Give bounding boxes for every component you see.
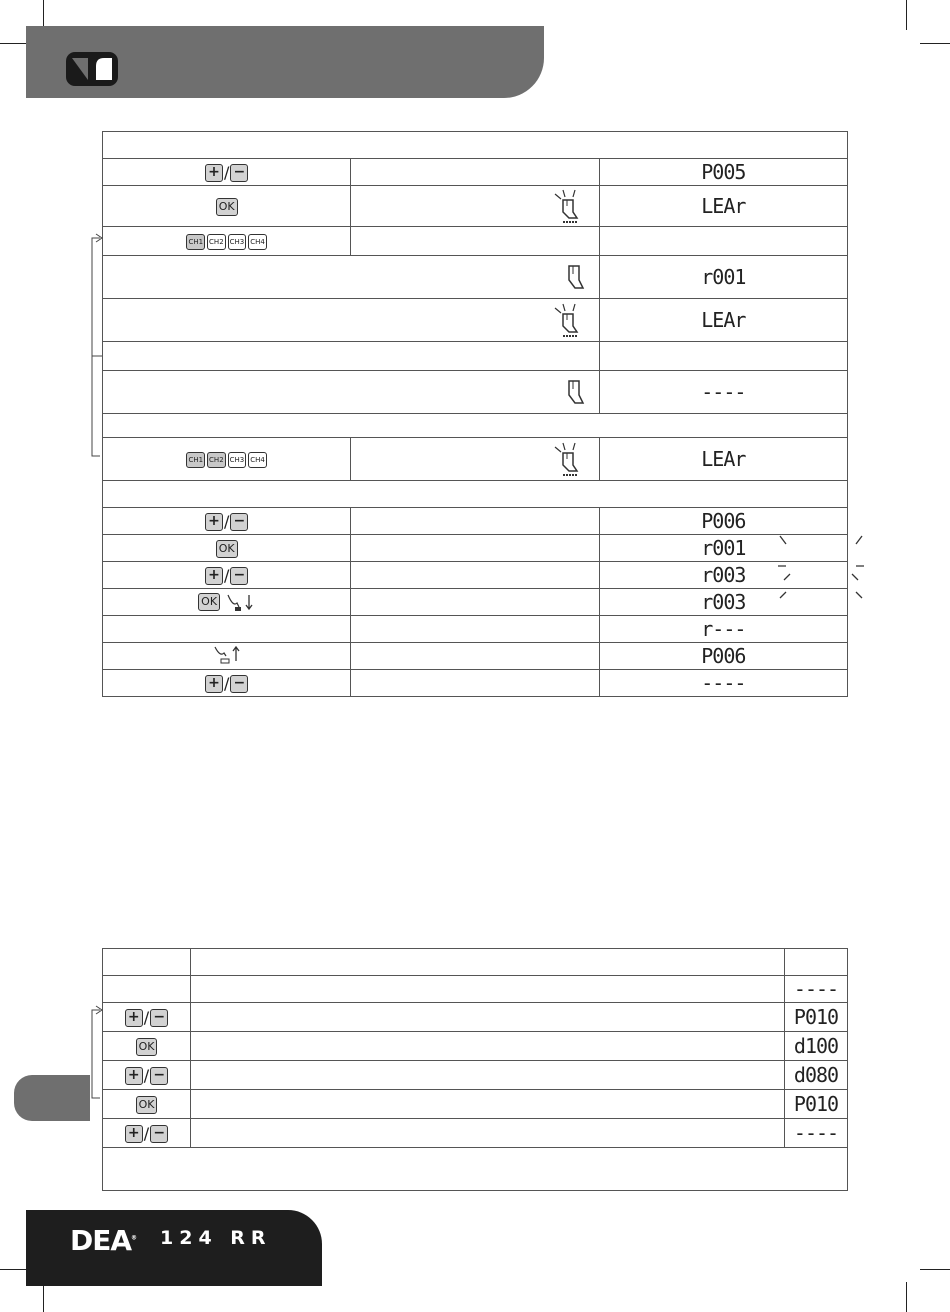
minus-key-icon: − bbox=[150, 1009, 168, 1027]
plus-key-icon: + bbox=[205, 567, 223, 585]
finger-press-down-icon bbox=[225, 591, 255, 613]
display-code: r003 bbox=[701, 590, 746, 614]
table-row bbox=[103, 414, 848, 438]
remote-icon bbox=[565, 375, 591, 409]
table-row bbox=[103, 589, 848, 616]
loop-bracket-1 bbox=[82, 228, 106, 464]
minus-key-icon: − bbox=[230, 164, 248, 182]
ok-key-icon: OK bbox=[216, 198, 238, 216]
table-row bbox=[103, 299, 848, 342]
display-code: r--- bbox=[701, 617, 746, 641]
remote-blink-icon bbox=[551, 188, 591, 224]
ok-key-icon: OK bbox=[136, 1038, 158, 1056]
plus-minus-keys bbox=[103, 159, 351, 186]
table-row bbox=[103, 371, 848, 414]
display-code: LEAr bbox=[701, 447, 746, 471]
table-row bbox=[103, 159, 848, 186]
slash-label: / bbox=[143, 1066, 150, 1085]
model-label: 124 RR bbox=[160, 1227, 272, 1249]
table-row bbox=[103, 1148, 848, 1191]
display-code: P006 bbox=[701, 644, 746, 668]
channel-key-ch3: CH3 bbox=[228, 234, 247, 250]
slash-label: / bbox=[223, 163, 230, 182]
minus-key-icon: − bbox=[230, 675, 248, 693]
display-code: ---- bbox=[793, 977, 839, 1001]
plus-key-icon: + bbox=[205, 513, 223, 531]
table-row bbox=[103, 949, 848, 976]
display-code: P006 bbox=[701, 509, 746, 533]
minus-key-icon: − bbox=[150, 1067, 168, 1085]
display-code: ---- bbox=[793, 1121, 839, 1145]
table-row bbox=[103, 1032, 848, 1061]
table-row bbox=[103, 256, 848, 299]
blink-marks-icon bbox=[776, 528, 866, 610]
slash-label: / bbox=[223, 512, 230, 531]
display-code: P010 bbox=[793, 1092, 839, 1116]
procedure-table-1 bbox=[102, 131, 848, 697]
loop-bracket-2 bbox=[82, 1002, 106, 1102]
company-logo: DEA® bbox=[70, 1224, 137, 1257]
minus-key-icon: − bbox=[150, 1125, 168, 1143]
table-row bbox=[103, 481, 848, 508]
display-code: P005 bbox=[701, 160, 746, 184]
display-code: d100 bbox=[793, 1034, 839, 1058]
display-code: d080 bbox=[793, 1063, 839, 1087]
remote-blink-icon bbox=[551, 441, 591, 477]
table-row bbox=[103, 643, 848, 670]
minus-key-icon: − bbox=[230, 567, 248, 585]
plus-key-icon: + bbox=[125, 1067, 143, 1085]
table-row bbox=[103, 616, 848, 643]
procedure-table-2 bbox=[102, 948, 848, 1191]
table-row bbox=[103, 508, 848, 535]
channel-key-ch4: CH4 bbox=[248, 234, 267, 250]
table-row bbox=[103, 535, 848, 562]
display-code: LEAr bbox=[701, 308, 746, 332]
crop-mark bbox=[920, 43, 950, 44]
display-code: ---- bbox=[701, 671, 746, 695]
side-tab bbox=[14, 1075, 90, 1121]
table-row bbox=[103, 438, 848, 481]
channel-key-ch2: CH2 bbox=[207, 234, 226, 250]
finger-release-up-icon bbox=[212, 643, 242, 665]
table-row bbox=[103, 1119, 848, 1148]
channel-key-ch4: CH4 bbox=[248, 452, 267, 468]
ok-key-icon: OK bbox=[136, 1096, 158, 1114]
table-row bbox=[103, 562, 848, 589]
table-row bbox=[103, 342, 848, 371]
table-row bbox=[103, 1003, 848, 1032]
table-row bbox=[103, 1061, 848, 1090]
plus-key-icon: + bbox=[125, 1125, 143, 1143]
plus-key-icon: + bbox=[205, 164, 223, 182]
display-code: LEAr bbox=[701, 194, 746, 218]
slash-label: / bbox=[223, 566, 230, 585]
display-code: ---- bbox=[701, 380, 746, 404]
table-row bbox=[103, 1090, 848, 1119]
crop-mark bbox=[906, 0, 907, 30]
remote-icon bbox=[565, 260, 591, 294]
display-code: r003 bbox=[701, 563, 746, 587]
crop-mark bbox=[906, 1282, 907, 1312]
table-row bbox=[103, 670, 848, 697]
minus-key-icon: − bbox=[230, 513, 248, 531]
table-row bbox=[103, 227, 848, 256]
display-code: r001 bbox=[701, 536, 746, 560]
channel-key-ch1: CH1 bbox=[186, 452, 205, 468]
company-logo-text: DEA bbox=[70, 1224, 132, 1257]
channel-key-ch1: CH1 bbox=[186, 234, 205, 250]
table-row bbox=[103, 132, 848, 159]
slash-label: / bbox=[143, 1008, 150, 1027]
crop-mark bbox=[920, 1269, 950, 1270]
slash-label: / bbox=[223, 674, 230, 693]
ok-key-icon: OK bbox=[198, 593, 220, 611]
table-row bbox=[103, 976, 848, 1003]
logo-icon bbox=[66, 52, 118, 86]
display-code: r001 bbox=[701, 265, 746, 289]
remote-blink-icon bbox=[551, 302, 591, 338]
plus-key-icon: + bbox=[205, 675, 223, 693]
display-code: P010 bbox=[793, 1005, 839, 1029]
table-row bbox=[103, 186, 848, 227]
channel-key-ch2: CH2 bbox=[207, 452, 226, 468]
channel-key-ch3: CH3 bbox=[228, 452, 247, 468]
plus-key-icon: + bbox=[125, 1009, 143, 1027]
ok-key-icon: OK bbox=[216, 540, 238, 558]
slash-label: / bbox=[143, 1124, 150, 1143]
